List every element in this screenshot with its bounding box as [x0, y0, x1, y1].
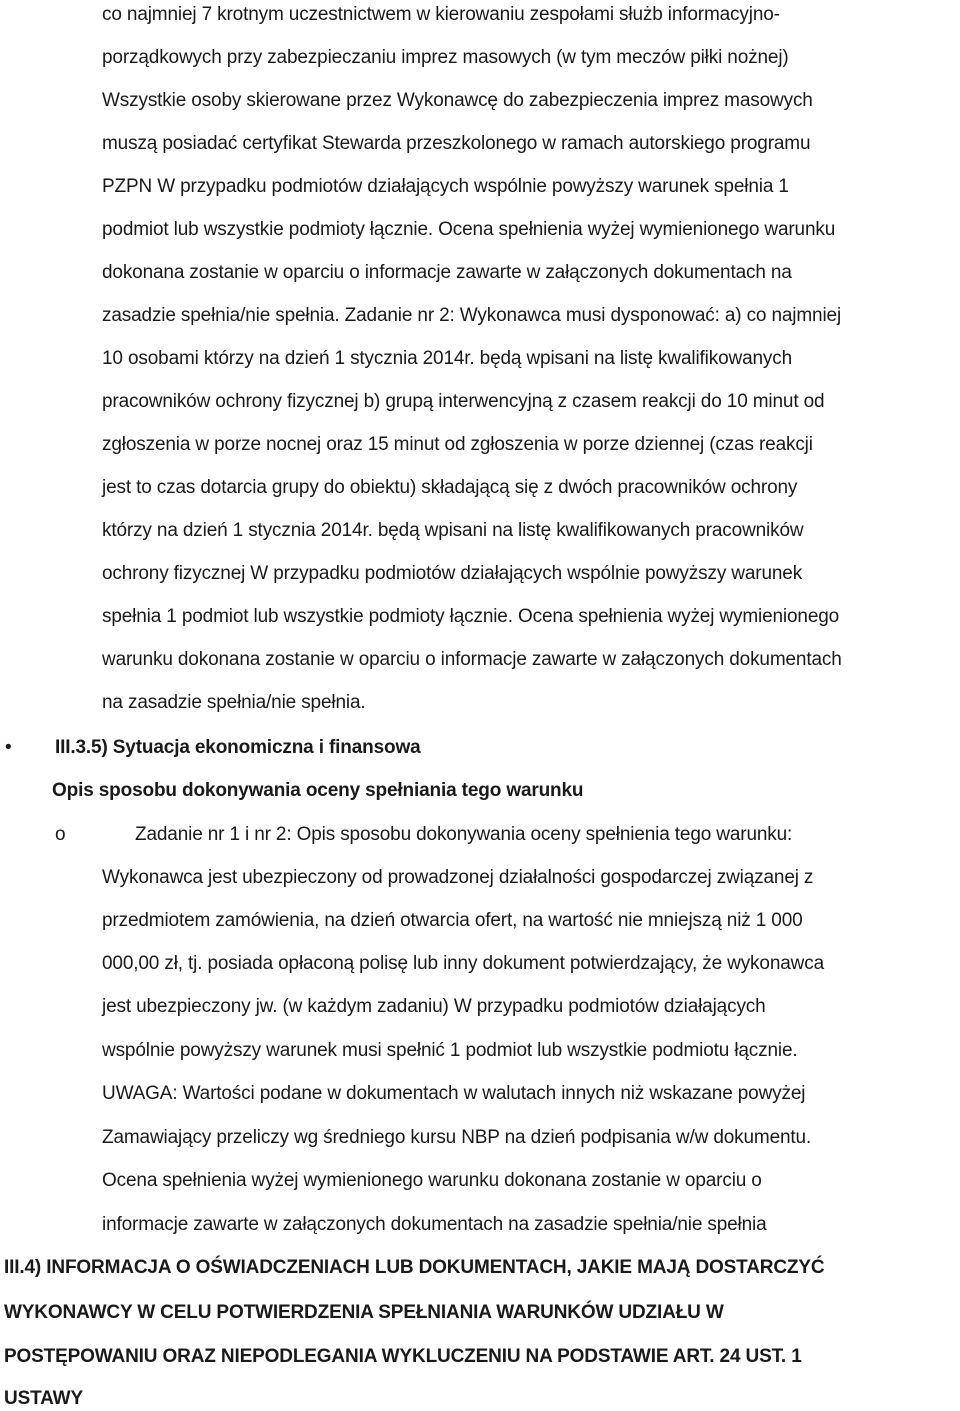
text-line: wspólnie powyższy warunek musi spełnić 1 podmiot lub wszystkie podmiotu łącznie. — [102, 1040, 798, 1061]
text-line: ochrony fizycznej W przypadku podmiotów działających wspólnie powyższy warunek — [102, 563, 803, 584]
text-line: Wykonawca jest ubezpieczony od prowadzonej działalności gospodarczej związanej z — [102, 867, 814, 888]
text-line: podmiot lub wszystkie podmioty łącznie. Ocena spełnienia wyżej wymienionego warunku — [102, 219, 836, 240]
section-heading-line: WYKONAWCY W CELU POTWIERDZENIA SPEŁNIANIA WARUNKÓW UDZIAŁU W — [4, 1302, 724, 1323]
text-line: muszą posiadać certyfikat Stewarda przeszkolonego w ramach autorskiego programu — [102, 133, 811, 154]
text-line: zasadzie spełnia/nie spełnia. Zadanie nr 2: Wykonawca musi dysponować: a) co najmniej — [102, 305, 842, 326]
section-heading: III.3.5) Sytuacja ekonomiczna i finansowa — [55, 737, 421, 758]
text-line: pracowników ochrony fizycznej b) grupą interwencyjną z czasem reakcji do 10 minut od — [102, 391, 825, 412]
text-line: warunku dokonana zostanie w oparciu o informacje zawarte w załączonych dokumentach — [102, 649, 842, 670]
section-heading-line: USTAWY — [4, 1388, 83, 1409]
text-line: spełnia 1 podmiot lub wszystkie podmioty łącznie. Ocena spełnienia wyżej wymienionego — [102, 606, 840, 627]
text-line: dokonana zostanie w oparciu o informacje zawarte w załączonych dokumentach na — [102, 262, 792, 283]
text-line: porządkowych przy zabezpieczaniu imprez masowych (w tym meczów piłki nożnej) — [102, 47, 789, 68]
text-line: Wszystkie osoby skierowane przez Wykonawcę do zabezpieczenia imprez masowych — [102, 90, 813, 111]
bullet-icon: • — [5, 737, 12, 758]
sub-bullet-icon: o — [55, 824, 66, 845]
text-line: którzy na dzień 1 stycznia 2014r. będą wpisani na listę kwalifikowanych pracowników — [102, 520, 804, 541]
text-line: informacje zawarte w załączonych dokumentach na zasadzie spełnia/nie spełnia — [102, 1214, 767, 1235]
text-line: jest ubezpieczony jw. (w każdym zadaniu) W przypadku podmiotów działających — [102, 996, 766, 1017]
text-line: przedmiotem zamówienia, na dzień otwarcia ofert, na wartość nie mniejszą niż 1 000 — [102, 910, 803, 931]
text-line: Zamawiający przeliczy wg średniego kursu NBP na dzień podpisania w/w dokumentu. — [102, 1127, 812, 1148]
text-line: Ocena spełnienia wyżej wymienionego warunku dokonana zostanie w oparciu o — [102, 1170, 762, 1191]
text-line: na zasadzie spełnia/nie spełnia. — [102, 692, 366, 713]
text-line: Zadanie nr 1 i nr 2: Opis sposobu dokonywania oceny spełnienia tego warunku: — [135, 824, 793, 845]
text-line: jest to czas dotarcia grupy do obiektu) składającą się z dwóch pracowników ochrony — [102, 477, 798, 498]
text-line: UWAGA: Wartości podane w dokumentach w walutach innych niż wskazane powyżej — [102, 1083, 806, 1104]
text-line: co najmniej 7 krotnym uczestnictwem w kierowaniu zespołami służb informacyjno- — [102, 4, 780, 25]
section-heading-line: III.4) INFORMACJA O OŚWIADCZENIACH LUB DOKUMENTACH, JAKIE MAJĄ DOSTARCZYĆ — [4, 1257, 825, 1278]
text-line: zgłoszenia w porze nocnej oraz 15 minut od zgłoszenia w porze dziennej (czas reakcji — [102, 434, 813, 455]
text-line: 000,00 zł, tj. posiada opłaconą polisę lub inny dokument potwierdzający, że wykonawca — [102, 953, 824, 974]
section-subheading: Opis sposobu dokonywania oceny spełniania tego warunku — [52, 780, 584, 801]
text-line: 10 osobami którzy na dzień 1 stycznia 2014r. będą wpisani na listę kwalifikowanych — [102, 348, 793, 369]
text-line: PZPN W przypadku podmiotów działających wspólnie powyższy warunek spełnia 1 — [102, 176, 789, 197]
section-heading-line: POSTĘPOWANIU ORAZ NIEPODLEGANIA WYKLUCZENIU NA PODSTAWIE ART. 24 UST. 1 — [4, 1346, 802, 1367]
